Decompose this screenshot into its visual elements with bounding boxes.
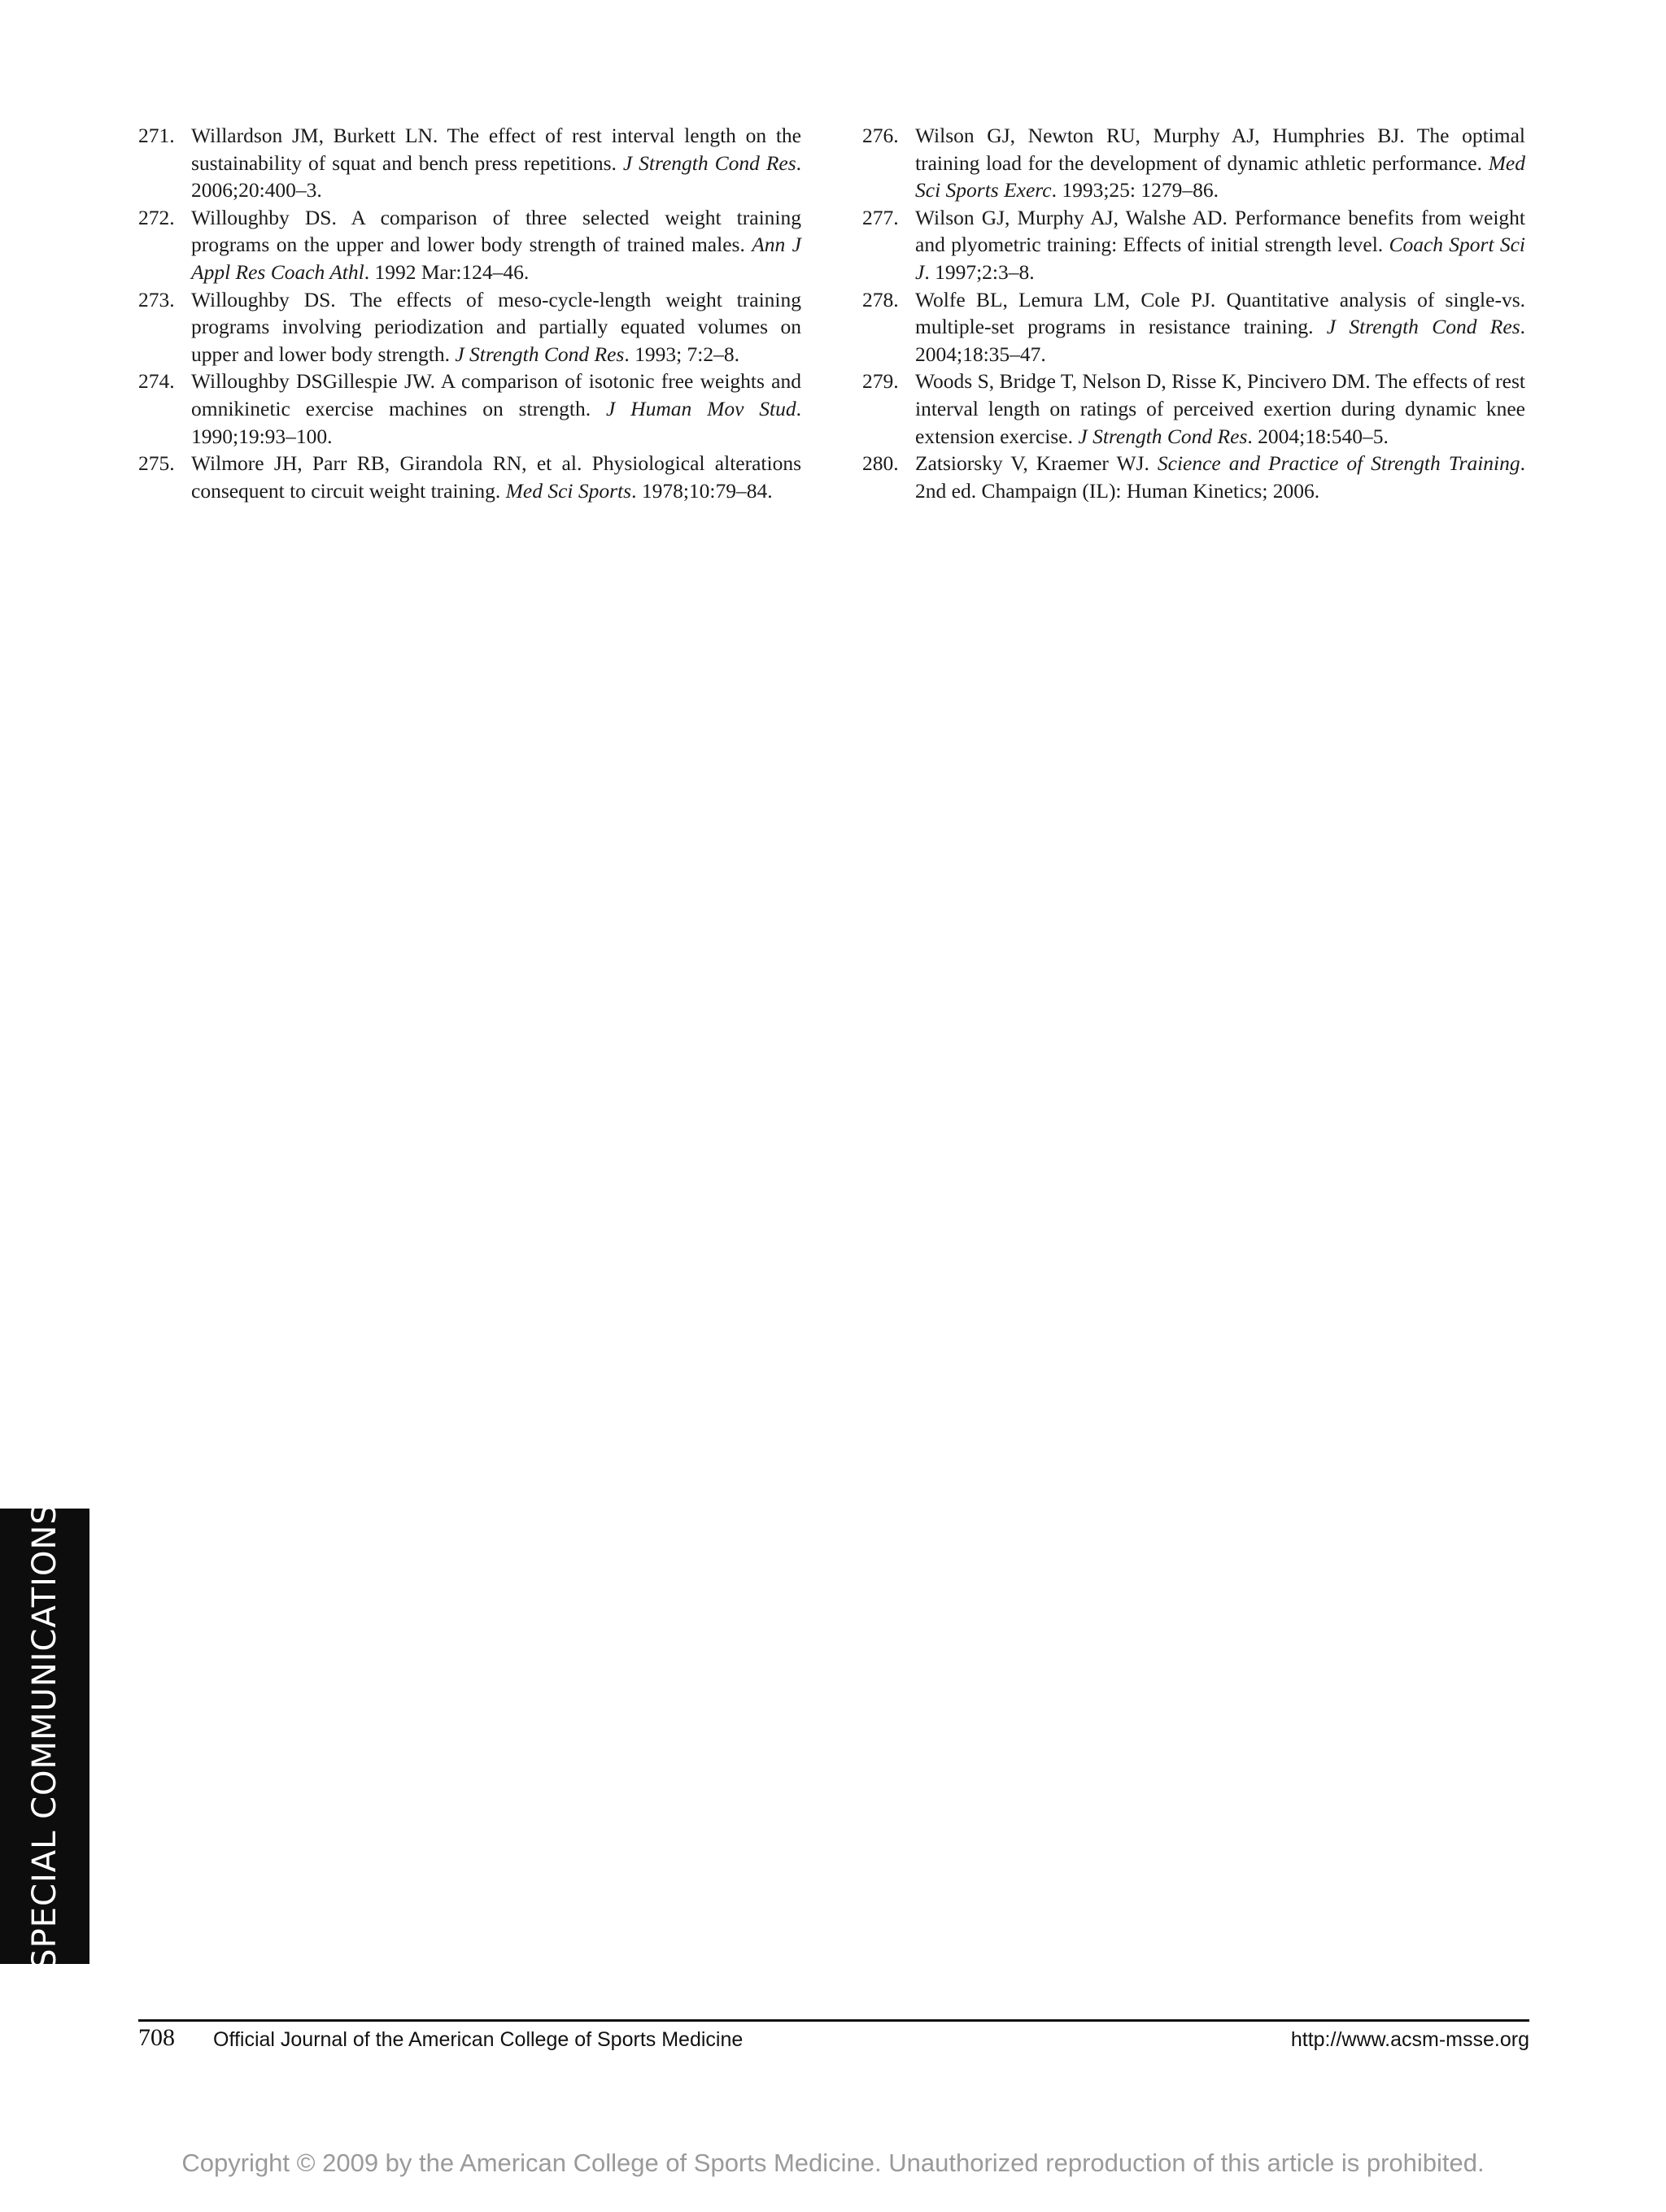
reference-text: Willoughby DS. The effects of meso-cycle-length weight training programs involving periodization and partially equated volumes on upper and lower body strength. J Strength Cond Res. 1993; 7:2–8. [191, 287, 801, 366]
reference-item [862, 204, 1525, 286]
reference-text: Willoughby DS. A comparison of three selected weight training programs on the upper and lower body strength of trained males. Ann J Appl Res Coach Athl. 1992 Mar:124–46. [191, 205, 801, 284]
references-right-column [862, 122, 1525, 504]
reference-number: 275. [138, 451, 175, 476]
copyright-notice: Copyright © 2009 by the American College of Sports Medicine. Unauthorized reproduction of this article is prohibited. [181, 2149, 1485, 2177]
section-side-tab-label: SPECIAL COMMUNICATIONS [26, 1503, 63, 1970]
reference-number: 272. [138, 205, 175, 229]
reference-item [138, 204, 801, 286]
references-left-column [138, 122, 801, 504]
reference-text: Zatsiorsky V, Kraemer WJ. Science and Practice of Strength Training. 2nd ed. Champaign (IL): Human Kinetics; 2006. [915, 451, 1525, 503]
reference-journal: J Strength Cond Res [622, 150, 796, 175]
reference-journal: J Strength Cond Res [455, 342, 625, 366]
reference-item [138, 286, 801, 368]
reference-text: Wilson GJ, Newton RU, Murphy AJ, Humphries BJ. The optimal training load for the development of dynamic athletic performance. Med Sci Sports Exerc. 1993;25: 1279–86. [915, 124, 1525, 202]
reference-item [862, 286, 1525, 368]
reference-text: Wilson GJ, Murphy AJ, Walshe AD. Performance benefits from weight and plyometric training: Effects of initial strength level. Coach Sport Sci J. 1997;2:3–8. [915, 205, 1525, 284]
journal-url-link[interactable]: http://www.acsm-msse.org [1290, 2028, 1529, 2051]
reference-item [138, 450, 801, 504]
reference-number: 276. [862, 124, 899, 147]
reference-item [138, 368, 801, 450]
reference-number: 279. [862, 369, 899, 394]
reference-journal: J Strength Cond Res [1326, 315, 1520, 339]
reference-journal: Med Sci Sports [505, 478, 632, 503]
journal-name: Official Journal of the American College of Sports Medicine [213, 2028, 744, 2051]
reference-number: 278. [862, 287, 899, 311]
footer-divider [138, 2019, 1529, 2022]
reference-journal: Coach Sport Sci J [915, 233, 1525, 284]
reference-item [862, 450, 1525, 504]
reference-text: Woods S, Bridge T, Nelson D, Risse K, Pincivero DM. The effects of rest interval length on ratings of perceived exertion during dynamic knee extension exercise. J Strength Cond Res. 2004;18:540–5. [915, 369, 1525, 448]
reference-journal: Med Sci Sports Exerc [915, 150, 1525, 202]
reference-journal: J Human Mov Stud [605, 396, 796, 420]
reference-text: Willoughby DSGillespie JW. A comparison of isotonic free weights and omnikinetic exercise machines on strength. J Human Mov Stud. 1990;19:93–100. [191, 369, 801, 448]
reference-journal: Ann J Appl Res Coach Athl [191, 233, 801, 284]
reference-number: 271. [138, 124, 175, 147]
reference-number: 273. [138, 287, 175, 311]
page-number: 708 [138, 2024, 175, 2051]
reference-text: Willardson JM, Burkett LN. The effect of rest interval length on the sustainability of squat and bench press repetitions. J Strength Cond Res. 2006;20:400–3. [191, 124, 802, 202]
reference-item [138, 122, 801, 204]
reference-item [862, 368, 1525, 450]
reference-number: 280. [862, 451, 899, 476]
reference-journal: J Strength Cond Res [1078, 424, 1248, 448]
reference-number: 277. [862, 205, 899, 229]
reference-text: Wilmore JH, Parr RB, Girandola RN, et al. Physiological alterations consequent to circuit weight training. Med Sci Sports. 1978;10:79–84. [191, 451, 801, 503]
reference-number: 274. [138, 369, 175, 394]
section-side-tab [0, 1503, 89, 1970]
reference-journal: Science and Practice of Strength Training [1157, 451, 1520, 476]
reference-item [862, 122, 1525, 204]
reference-text: Wolfe BL, Lemura LM, Cole PJ. Quantitative analysis of single-vs. multiple-set programs in resistance training. J Strength Cond Res. 2004;18:35–47. [915, 287, 1525, 366]
